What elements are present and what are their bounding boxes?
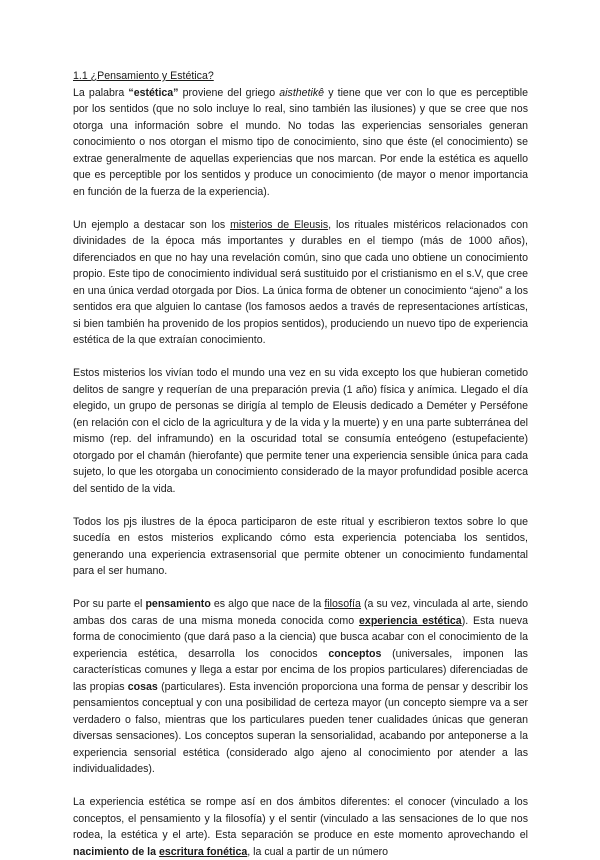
text-run: ). Esta nueva forma de conocimiento (que dará paso a la ciencia) que busca acabar con el conocimiento de la experiencia estética, desarrolla los conocidos [73,614,528,660]
paragraph-ruptura-experiencia [73,794,528,860]
term-aisthetike: aisthetikê [279,86,325,99]
document-page [73,68,528,860]
term-escritura-fonetica: escritura fonética [158,845,248,858]
text-run: , los rituales mistéricos relacionados con divinidades de la época más importantes y durables en el tiempo (más de 1000 años), diferenciados en que no hay una revelación común, sino que cada uno obtiene un conocimiento propio. Este tipo de conocimiento individual será sustituido por el cristianismo en el s.V, que cree en una única verdad otorgada por Dios. La única forma de obtener un conocimiento “ajeno” a los sentidos era que alguien lo cantase (los famosos aedos a través de representaciones artísticas, si bien también ha provenido de los propios sentidos), produciendo un nuevo tipo de experiencia estética de la que extraían conocimiento. [73,218,528,346]
section-heading: 1.1 ¿Pensamiento y Estética? [73,70,214,82]
text-run: proviene del griego [178,86,280,99]
text-run: (universales, imponen las características comunes y llega a estar por encima de los propios particulares) diferenciadas de las propias [73,647,528,693]
term-pensamiento: pensamiento [145,598,211,610]
text-run: y tiene que ver con lo que es perceptible por los sentidos (que no solo incluye lo real, sino también las ilusiones) y que se cree que nos otorga una información sobre el mundo. No todas las experiencias sensoriales generan conocimiento o nos otorgan el mismo tipo de conocimiento, sino que éste (el conocimiento) se extrae generalmente de aquellas experiencias que nos marcan. Por ende la estética es aquello que es perceptible por los sentidos y produce un conocimiento (de mayor o menor importancia en función de la fuerza de la experiencia). [73,86,529,198]
term-experiencia-estetica: experiencia estética [359,614,462,627]
term-misterios-de-eleusis: misterios de Eleusis [230,218,329,231]
paragraph-ritual-description: Estos misterios los vivían todo el mundo una vez en su vida excepto los que hubieran cometido delitos de sangre y requerían de una preparación previa (1 año) física y anímica. Llegado el día elegido, un grupo de personas se dirigía al templo de Eleusis dedicado a Deméter y Perséfone (en relación con el ciclo de la agricultura y de la vida y la muerte) y en una parte subterránea del mismo (rep. del inframundo) en la oscuridad total se consumía enteógeno (estupefaciente) otorgado por el chamán (hierofante) que permite tener una experiencia sensible única para cada sujeto, lo que les otorgaba un conocimiento considerado de la mayor profundidad posible acerca del sentido de la vida. [73,367,528,495]
text-run: , la cual a partir de un número [247,845,389,858]
text-run: Por su parte el [73,598,146,610]
term-conceptos: conceptos [328,647,382,660]
term-nacimiento: nacimiento de la [73,845,159,858]
text-run: La palabra [73,86,129,99]
paragraph-ilustres: Todos los pjs ilustres de la época participaron de este ritual y escribieron textos sobre lo que sucedía en estos misterios explicando cómo esta experiencia potenciaba los sentidos, generando una experiencia extrasensorial que permite obtener un conocimiento fundamental para el ser humano. [73,515,528,577]
text-run: (a su vez, vinculada al arte, siendo ambas dos caras de una misma moneda conocida como [73,598,528,627]
term-filosofia: filosofía [324,598,361,610]
paragraph-misterios-eleusis [73,217,528,349]
text-run: Un ejemplo a destacar son los [73,218,231,231]
text-run: (particulares). Esta invención proporciona una forma de pensar y describir los pensamientos conceptual y con una posibilidad de certeza mayor (un concepto siempre va a ser verdadero o falso, mientras que los particulares pueden tener cualidades únicas que generan diversas sensaciones). Los conceptos superan la sensorialidad, acabando por anteponerse a la experiencia sensorial estética (considerado algo ajeno al conocimiento por atender a las individualidades). [73,680,528,775]
text-run: La experiencia estética se rompe así en dos ámbitos diferentes: el conocer (vinculado a los conceptos, el pensamiento y la filosofía) y el sentir (vinculado a las sensaciones de lo que nos rodea, la estética y el arte). Esta separación se produce en este momento aprovechando el [73,796,528,841]
text-run: es algo que nace de la [210,598,325,610]
term-estetica: “estética” [128,86,179,99]
paragraph-estetica-definition [73,85,528,201]
term-cosas: cosas [127,680,158,693]
paragraph-pensamiento [73,596,528,778]
